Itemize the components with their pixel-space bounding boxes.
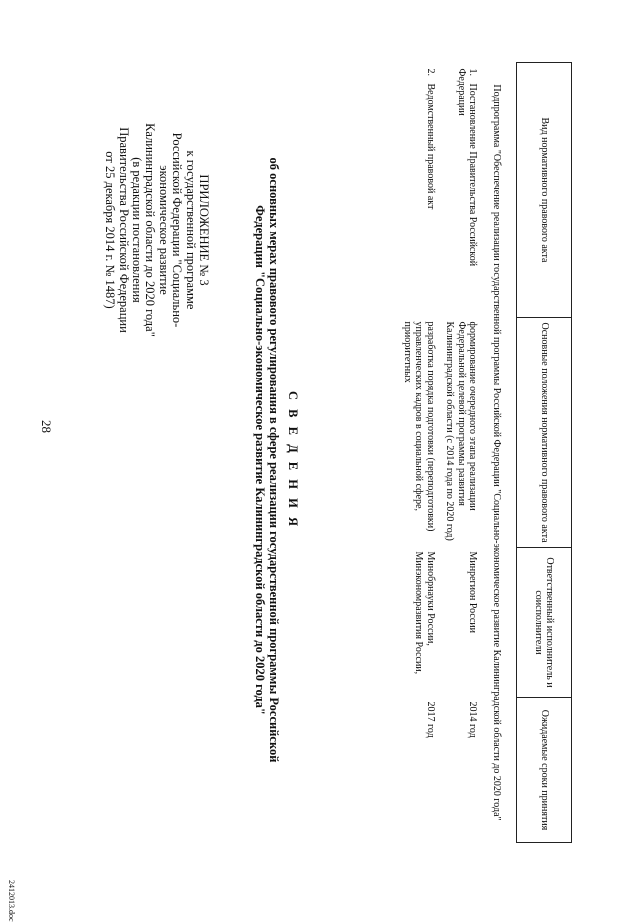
table-row xyxy=(440,63,483,843)
document-title: С В Е Д Е Н И Я xyxy=(286,391,300,529)
subprogram-row xyxy=(483,63,517,843)
annex-line: Российской Федерации "Социально- xyxy=(170,132,185,328)
table-row xyxy=(398,63,441,843)
annex-line: Калининградской области до 2020 года" xyxy=(143,123,158,337)
annex-line: от 25 декабря 2014 г. № 1487) xyxy=(103,151,118,309)
annex-line: к государственной программе xyxy=(183,150,198,310)
document-heading xyxy=(253,60,301,860)
row-number: 2. xyxy=(425,68,436,76)
document-subtitle xyxy=(253,60,282,860)
table-header-row xyxy=(517,63,572,843)
cell-act-type xyxy=(398,63,441,318)
header-act-type: Вид нормативного правового акта xyxy=(517,63,572,318)
annex-line: ПРИЛОЖЕНИЕ № 3 xyxy=(197,174,211,286)
subtitle-line: об основных мерах правового регулирования в сфере реализации государственной программы Российской xyxy=(267,157,282,763)
cell-term: 2014 год xyxy=(467,701,479,738)
subtitle-line: Федерации "Социально-экономическое развитие Калининградской области до 2020 года" xyxy=(253,205,267,715)
measures-table xyxy=(398,62,573,843)
cell-provisions: формирование очередного этапа реализации Федеральной целевой программы развития Калининградской области (с 2014 года по 2020 год) xyxy=(444,321,479,541)
cell-executor: Минобрнауки России, Минэкономразвития России, xyxy=(413,551,436,675)
annex-line: экономическое развитие xyxy=(156,165,171,295)
act-type-text: Ведомственный правовой акт xyxy=(425,83,436,210)
page-number: 28 xyxy=(39,420,54,433)
annex-line: Правительства Российской Федерации xyxy=(116,127,131,333)
row-number: 1. xyxy=(467,68,479,76)
cell-provisions: разработка порядка подготовки (переподготовки) управленческих кадров в социальной сфере, приоритетных xyxy=(402,321,436,532)
cell-term: 2017 год xyxy=(425,701,436,738)
footer-file-code: 2412013.doc xyxy=(7,880,16,922)
cell-act-type xyxy=(440,63,483,318)
subprogram-title: Подпрограмма "Обеспечение реализации государственной программы Российской Федерации "Социально-экономическое развитие Калининградской области до 2020 года" xyxy=(491,84,502,821)
header-provisions: Основные положения нормативного правового акта xyxy=(517,318,572,548)
header-term: Ожидаемые сроки принятия xyxy=(517,698,572,843)
annex-line: (в редакции постановления xyxy=(129,157,144,303)
annex-block xyxy=(103,50,210,410)
act-type-text: Постановление Правительства Российской Федерации xyxy=(456,68,479,267)
header-executor: Ответственный исполнитель и соисполнители xyxy=(517,548,572,698)
cell-executor: Минрегион России xyxy=(467,551,479,633)
